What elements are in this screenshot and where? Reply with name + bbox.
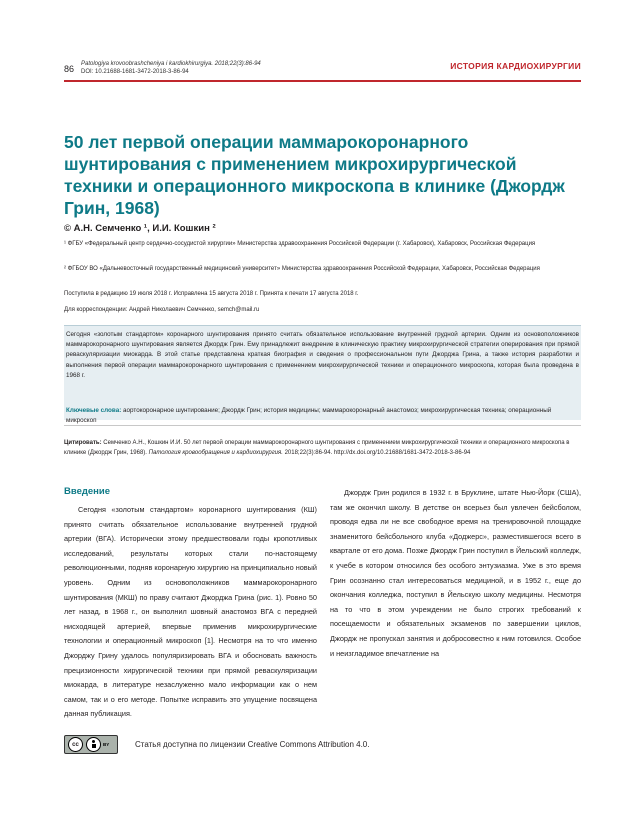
authors: © А.Н. Семченко ¹, И.И. Кошкин ²: [64, 223, 216, 234]
citation-text: Семченко А.Н., Кошкин И.И. 50 лет первой операции маммарокоронарного шунтирования с применением микрохирургической техники и операционного микроскопа в клинике (Джордж Грин, 1968).: [64, 440, 570, 456]
intro-column-1: Сегодня «золотым стандартом» коронарного шунтирования (КШ) принято считать обязательное использование внутренней грудной артерии (ВГА). Исторически этому предшествовали годы кропотливых исследований, результаты которых стали по-настоящему революционными, подняв коронарную хирургию на принципиально новый уровень. Одним из основоположников маммарокоронарного шунтирования (МКШ) по праву считают Джорджа Грина (рис. 1). Ровно 50 лет назад, в 1968 г., он выполнил шовный анастомоз ВГА с передней нисходящей артерией, впервые применив микрохирургические технологии и операционный микроскоп [1]. Несмотря на то что именно Джорджу Грину удалось популяризировать ВГА и обосновать важность прецизионности хирургической техники при прямой реваскуляризации миокарда, в литературе незаслуженно мало информации как о нем самом, так и о его методе. Попытке исправить это упущение посвящена данная публикация.: [64, 505, 317, 719]
keywords-label: Ключевые слова:: [66, 407, 122, 414]
keywords-list: аортокоронарное шунтирование; Джордж Грин; история медицины; маммарокоронарный анастомоз; микрохирургическая техника; операционный микроскоп: [66, 407, 552, 424]
header-rule: [64, 80, 581, 82]
citation-journal: Патология кровообращения и кардиохирургия.: [148, 450, 283, 456]
cc-icon: cc: [68, 737, 83, 752]
citation-rule: [64, 425, 581, 426]
abstract-text: Сегодня «золотым стандартом» коронарного шунтирования принято считать обязательное использование внутренней грудной артерии. Одним из основоположников маммарокоронарного шунтирования является Джордж Грин. Ему принадлежит внедрение в клиническую практику микрохирургической стратегии оперирования при прямой реваскуляризации миокарда. В этой статье представлена краткая биография и сведения о профессиональном пути Джорджа Грина, а также история разработки и выполнения первой операции маммарокоронарного шунтирования с применением микрохирургической техники и операционного микроскопа, которая была проведена в 1968 г.: [66, 331, 579, 379]
article-title: 50 лет первой операции маммарокоронарного шунтирования с применением микрохирургической техники и операционного микроскопа в клинике (Джордж Грин, 1968): [64, 132, 565, 218]
citation-label: Цитировать:: [64, 440, 102, 446]
by-label: BY: [103, 742, 110, 747]
cc-license-logo[interactable]: [64, 735, 118, 754]
journal-info: [81, 60, 261, 76]
journal-citation-line: Patologiya krovoobrashcheniya i kardiokhirurgiya. 2018;22(3):86-94: [81, 61, 261, 67]
license-text: Статья доступна по лицензии Creative Commons Attribution 4.0.: [135, 740, 370, 749]
affiliation-2: ² ФГБОУ ВО «Дальневосточный государственный медицинский университет» Министерства здравоохранения Российской Федерации, Хабаровск, Российская Федерация: [64, 266, 540, 272]
attribution-icon: [86, 737, 101, 752]
citation-ref[interactable]: 2018;22(3):86-94. http://dx.doi.org/10.21688/1681-3472-2018-3-86-94: [284, 450, 471, 456]
citation: [64, 438, 581, 458]
page-number: 86: [64, 64, 75, 74]
received-dates: Поступила в редакцию 19 июля 2018 г. Исправлена 15 августа 2018 г. Принята к печати 17 августа 2018 г.: [64, 291, 359, 297]
intro-column-2: Джордж Грин родился в 1932 г. в Бруклине, штате Нью-Йорк (США), там же окончил школу. В детстве он всерьез был увлечен бейсболом, проводя едва ли не все свободное время на тренировочной площадке знаменитого бейсбольного клуба «Доджерс», разместившегося всего в квартале от его дома. Позже Джордж Грин поступил в Йельский колледж, к учебе в котором относился без особого энтузиазма. Уже в это время Грин осознанно стал интересоваться медициной, и в 1952 г., еще до окончания колледжа, поступил в Йельскую школу медицины. Несмотря на то что в этом учреждении не было строгих требований к посещаемости и обязательных экзаменов по завершении циклов, Джордж не пропускал занятия и добросовестно к ним готовился. Особое и неизгладимое впечатление на: [330, 488, 581, 658]
correspondence: Для корреспонденции: Андрей Николаевич Семченко, semch@mail.ru: [64, 307, 260, 313]
affiliation-1: ¹ ФГБУ «Федеральный центр сердечно-сосудистой хирургии» Министерства здравоохранения Российской Федерации (г. Хабаровск), Хабаровск, Российская Федерация: [64, 241, 536, 247]
keywords: [66, 406, 579, 426]
doi-line[interactable]: DOI: 10.21688-1681-3472-2018-3-86-94: [81, 69, 189, 75]
intro-heading: Введение: [64, 486, 111, 497]
section-title: ИСТОРИЯ КАРДИОХИРУРГИИ: [450, 61, 581, 71]
